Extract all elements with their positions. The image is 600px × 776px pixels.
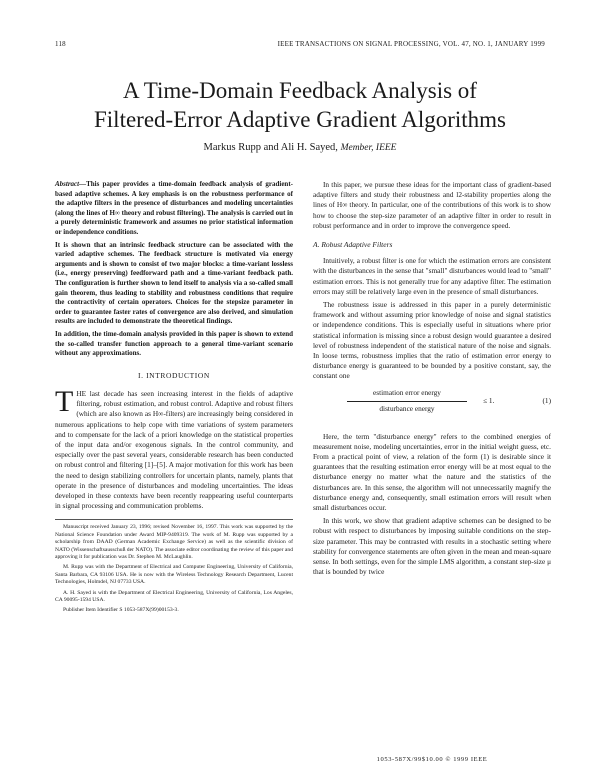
drop-cap: T: [55, 384, 74, 418]
after-eq-paragraph-2: In this work, we show that gradient adaptive schemes can be designed to be robust with respect to disturbances by imposing suitable conditions on the step-size parameter. This may be contrasted with results in a stochastic setting where stability for convergence statements are often given in the mean and mean-square sense. In both settings, even for the simple LMS algorithm, a constant step-size μ that is bounded by twice: [313, 516, 551, 577]
member-tag: Member, IEEE: [340, 143, 397, 153]
paper-title: [0, 76, 600, 134]
footnote-rupp: M. Rupp was with the Department of Electrical and Computer Engineering, University of California, Santa Barbara, CA 93106 USA. He is now with the Wireless Technology Research Department, Lucent Technologies, Holmdel, NJ 07733 USA.: [55, 564, 293, 586]
intro-text: HE last decade has seen increasing interest in the fields of adaptive filtering, robust estimation, and robust control. Adaptive and robust filters (which are also known as H∞-filters) are increasingly being considered in numerous applications to help cope with time variations of system parameters and to compensate for the lack of a priori knowledge on the statistical properties of the input data and/or exogenous signals. In the control community, and especially over the past several years, considerable research has been conducted on robust control and filtering [1]–[5]. A major motivation for this work has been the need to design stabilizing controllers for uncertain plants, namely, plants that operate in the presence of disturbances and modeling uncertainties. The ideas developed in these contexts have been recently reappearing useful counterparts in signal processing and communication problems.: [55, 388, 293, 511]
left-column: [55, 180, 293, 618]
after-eq-paragraph-1: Here, the term "disturbance energy" refers to the combined energies of measurement noise, modeling uncertainties, error in the initial weight guess, etc. From a practical point of view, a relation of the form (1) is desirable since it guarantees that the resulting estimation error energy will be at most equal to the disturbance energy no matter what the nature and the statistics of the disturbances are. In this sense, the algorithm will not unnecessarily magnify the disturbance energy and, consequently, small estimation errors will result when small disturbances occur.: [313, 431, 551, 513]
author-names: Markus Rupp and Ali H. Sayed,: [203, 142, 338, 153]
footnote-sayed: A. H. Sayed is with the Department of Electrical Engineering, University of California, Los Angeles, CA 90095-1594 USA.: [55, 589, 293, 603]
abstract-lead: Abstract—: [55, 180, 87, 188]
title-line-2: Filtered-Error Adaptive Gradient Algorithms: [94, 107, 506, 132]
author-line: [0, 142, 600, 153]
page-number: 118: [55, 40, 66, 48]
abstract-p2: It is shown that an intrinsic feedback structure can be associated with the varied adaptive schemes. The feedback structure is motivated via energy arguments and is shown to consist of two major blocks: a time-variant lossless (i.e., energy preserving) feedforward path and a time-variant feedback path. The configuration is further shown to lend itself to analysis via a so-called small gain theorem, thus leading to stability and robustness conditions that require the contractivity of certain operators. Choices for the stepsize parameter in order to guarantee faster rates of convergence are also derived, and simulation results are included to demonstrate the theoretical findings.: [55, 240, 293, 326]
robust-paragraph-2: The robustness issue is addressed in this paper in a purely deterministic framework and without assuming prior knowledge of noise and signal statistics or independence conditions. This is especially useful in situations where prior statistical information is missing since a robust design would guarantee a desired level of robustness independent of the statistical nature of the noise and signals. In loose terms, robustness implies that the ratio of estimation error energy to disturbance energy is guaranteed to be bounded by a positive constant, say, the constant one: [313, 300, 551, 381]
robust-paragraph-1: Intuitively, a robust filter is one for which the estimation errors are consistent with the disturbances in the sense that "small" disturbances would lead to "small" estimation errors. This is not generally true for any adaptive filter. The estimation errors may still be relatively large even in the presence of small disturbances.: [313, 256, 551, 296]
equation-fraction: [347, 388, 467, 414]
abstract-p3: In addition, the time-domain analysis provided in this paper is shown to extend the so-called transfer function approach to a general time-variant scenario without any approximations.: [55, 329, 293, 358]
subsection-heading-robust: A. Robust Adaptive Filters: [313, 240, 393, 250]
footnote-manuscript: Manuscript received January 23, 1996; revised November 16, 1997. This work was supported by the National Science Foundation under Award MIP-9409319. The work of M. Rupp was supported by a scholarship from DAAD (German Academic Exchange Service) as well as the scientific division of NATO (Wissenschaftsausschuß der NATO). The associate editor coordinating the review of this paper and approving it for publication was Dr. Stephen M. McLaughlin.: [55, 524, 293, 560]
equation-number: (1): [542, 395, 551, 405]
abstract: [55, 180, 293, 238]
equation-1: [313, 386, 551, 426]
equation-denominator: disturbance energy: [379, 403, 435, 413]
right-column: [313, 180, 551, 581]
equation-numerator: estimation error energy: [373, 387, 441, 397]
equation-relation: ≤ 1.: [483, 395, 495, 405]
copyright-code: 1053-587X/99$10.00 © 1999 IEEE: [376, 756, 488, 763]
fraction-bar: [347, 401, 467, 402]
running-header: [55, 40, 545, 52]
right-intro-paragraph: In this paper, we pursue these ideas for the important class of gradient-based adaptive filters and study their robustness and l2-stability properties along the lines of H∞ theory. In particular, one of the contributions of this work is to show how to choose the step-size parameter of an adaptive filter in order to result in robust performance and in order to improve the convergence speed.: [313, 180, 551, 230]
journal-name: IEEE TRANSACTIONS ON SIGNAL PROCESSING, VOL. 47, NO. 1, JANUARY 1999: [277, 40, 545, 48]
section-heading-introduction: I. INTRODUCTION: [138, 370, 210, 380]
footnote-publisher: Publisher Item Identifier S 1053-587X(99)00153-3.: [63, 607, 179, 614]
intro-paragraph: [55, 384, 293, 511]
footnotes: [55, 519, 293, 614]
abstract-p1: This paper provides a time-domain feedback analysis of gradient-based adaptive schemes. A key emphasis is on the robustness performance of the adaptive filters in the presence of disturbances and modeling uncertainties (along the lines of H∞ theory and robust filtering). The analysis is carried out in a purely deterministic framework and assumes no prior statistical information or independence conditions.: [55, 180, 293, 236]
title-line-1: A Time-Domain Feedback Analysis of: [123, 78, 477, 103]
